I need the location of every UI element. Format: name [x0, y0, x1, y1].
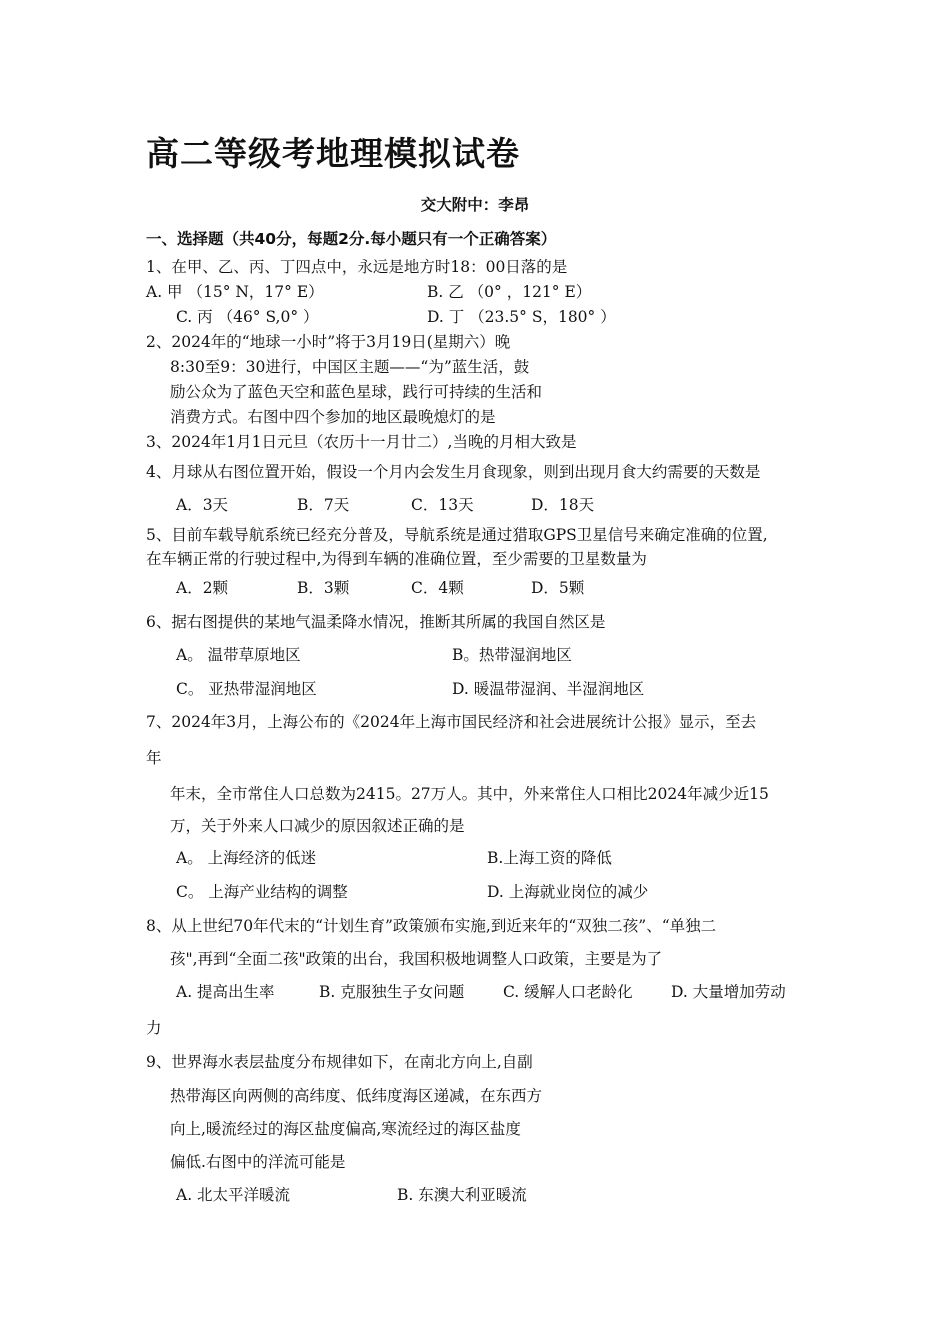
option-line: C. 丙 （46° S,0° ） [176, 308, 319, 326]
question-line: 9、世界海水表层盐度分布规律如下，在南北方向上,自副 [146, 1053, 533, 1071]
question-line: 孩",再到“全面二孩"政策的出台，我国积极地调整人口政策，主要是为了 [170, 950, 663, 968]
option-line: A. 北太平洋暖流 [176, 1186, 291, 1204]
question-line: 万，关于外来人口减少的原因叙述正确的是 [170, 817, 465, 835]
option-line: A. 提高出生率 [176, 983, 275, 1001]
question-line: 5、目前车载导航系统已经充分普及，导航系统是通过猎取GPS卫星信号来确定准确的位置, [146, 526, 768, 544]
question-line: 8、从上世纪70年代末的“计划生育”政策颁布实施,到近来年的“双独二孩”、“单独二 [146, 917, 717, 935]
option-line: B. 乙 （0° ，121° E） [427, 283, 592, 301]
question-line: 年 [146, 749, 162, 767]
option-line: D. 上海就业岗位的减少 [487, 883, 649, 901]
question-line: 8:30至9：30进行，中国区主题——“为”蓝生活，鼓 [170, 358, 530, 376]
question-line: 在车辆正常的行驶过程中,为得到车辆的准确位置，至少需要的卫星数量为 [146, 550, 647, 568]
option-line: B. 克服独生子女问题 [319, 983, 465, 1001]
author-line: 交大附中：李昂 [420, 196, 530, 214]
option-line: B.上海工资的降低 [487, 849, 612, 867]
question-line: 热带海区向两侧的高纬度、低纬度海区递减，在东西方 [170, 1087, 543, 1105]
option-line: A．2颗 [176, 579, 229, 597]
option-line: B。热带湿润地区 [452, 646, 572, 664]
option-line: B．7天 [297, 496, 350, 514]
section-heading: 一、选择题（共40分，每题2分.每小题只有一个正确答案） [146, 230, 557, 248]
question-line: 向上,暖流经过的海区盐度偏高,寒流经过的海区盐度 [170, 1120, 521, 1138]
question-line: 1、在甲、乙、丙、丁四点中，永远是地方时18：00日落的是 [146, 258, 568, 276]
question-line: 偏低.右图中的洋流可能是 [170, 1153, 346, 1171]
option-line: C。 上海产业结构的调整 [176, 883, 348, 901]
option-line: A．3天 [176, 496, 229, 514]
question-line: 7、2024年3月，上海公布的《2024年上海市国民经济和社会进展统计公报》显示，至去 [146, 713, 757, 731]
question-line: 年末，全市常住人口总数为2415。27万人。其中，外来常住人口相比2024年减少近15 [170, 785, 769, 803]
question-line: 6、据右图提供的某地气温柔降水情况，推断其所属的我国自然区是 [146, 613, 606, 631]
option-line: D．5颗 [531, 579, 585, 597]
option-line: D. 丁 （23.5° S，180° ） [427, 308, 616, 326]
option-line: B．3颗 [297, 579, 350, 597]
question-line: 3、2024年1月1日元旦（农历十一月廿二）,当晚的月相大致是 [146, 433, 577, 451]
option-line: A。 温带草原地区 [176, 646, 301, 664]
option-line: D．18天 [531, 496, 595, 514]
question-line: 消费方式。右图中四个参加的地区最晚熄灯的是 [170, 408, 496, 426]
question-line: 励公众为了蓝色天空和蓝色星球，践行可持续的生活和 [170, 383, 543, 401]
option-line: A. 甲 （15° N，17° E） [146, 283, 324, 301]
option-line: C．4颗 [411, 579, 464, 597]
option-line: A。 上海经济的低迷 [176, 849, 317, 867]
question-line: 4、月球从右图位置开始，假设一个月内会发生月食现象，则到出现月食大约需要的天数是 [146, 463, 761, 481]
option-line: D. 暖温带湿润、半湿润地区 [452, 680, 645, 698]
question-line: 2、2024年的“地球一小时”将于3月19日(星期六）晚 [146, 333, 511, 351]
option-line: C．13天 [411, 496, 474, 514]
page-title: 高二等级考地理模拟试卷 [146, 134, 520, 173]
option-line: C. 缓解人口老龄化 [503, 983, 633, 1001]
option-line: D. 大量增加劳动 [671, 983, 786, 1001]
option-line: B. 东澳大利亚暖流 [397, 1186, 527, 1204]
option-line: C。 亚热带湿润地区 [176, 680, 317, 698]
question-line: 力 [146, 1019, 162, 1037]
